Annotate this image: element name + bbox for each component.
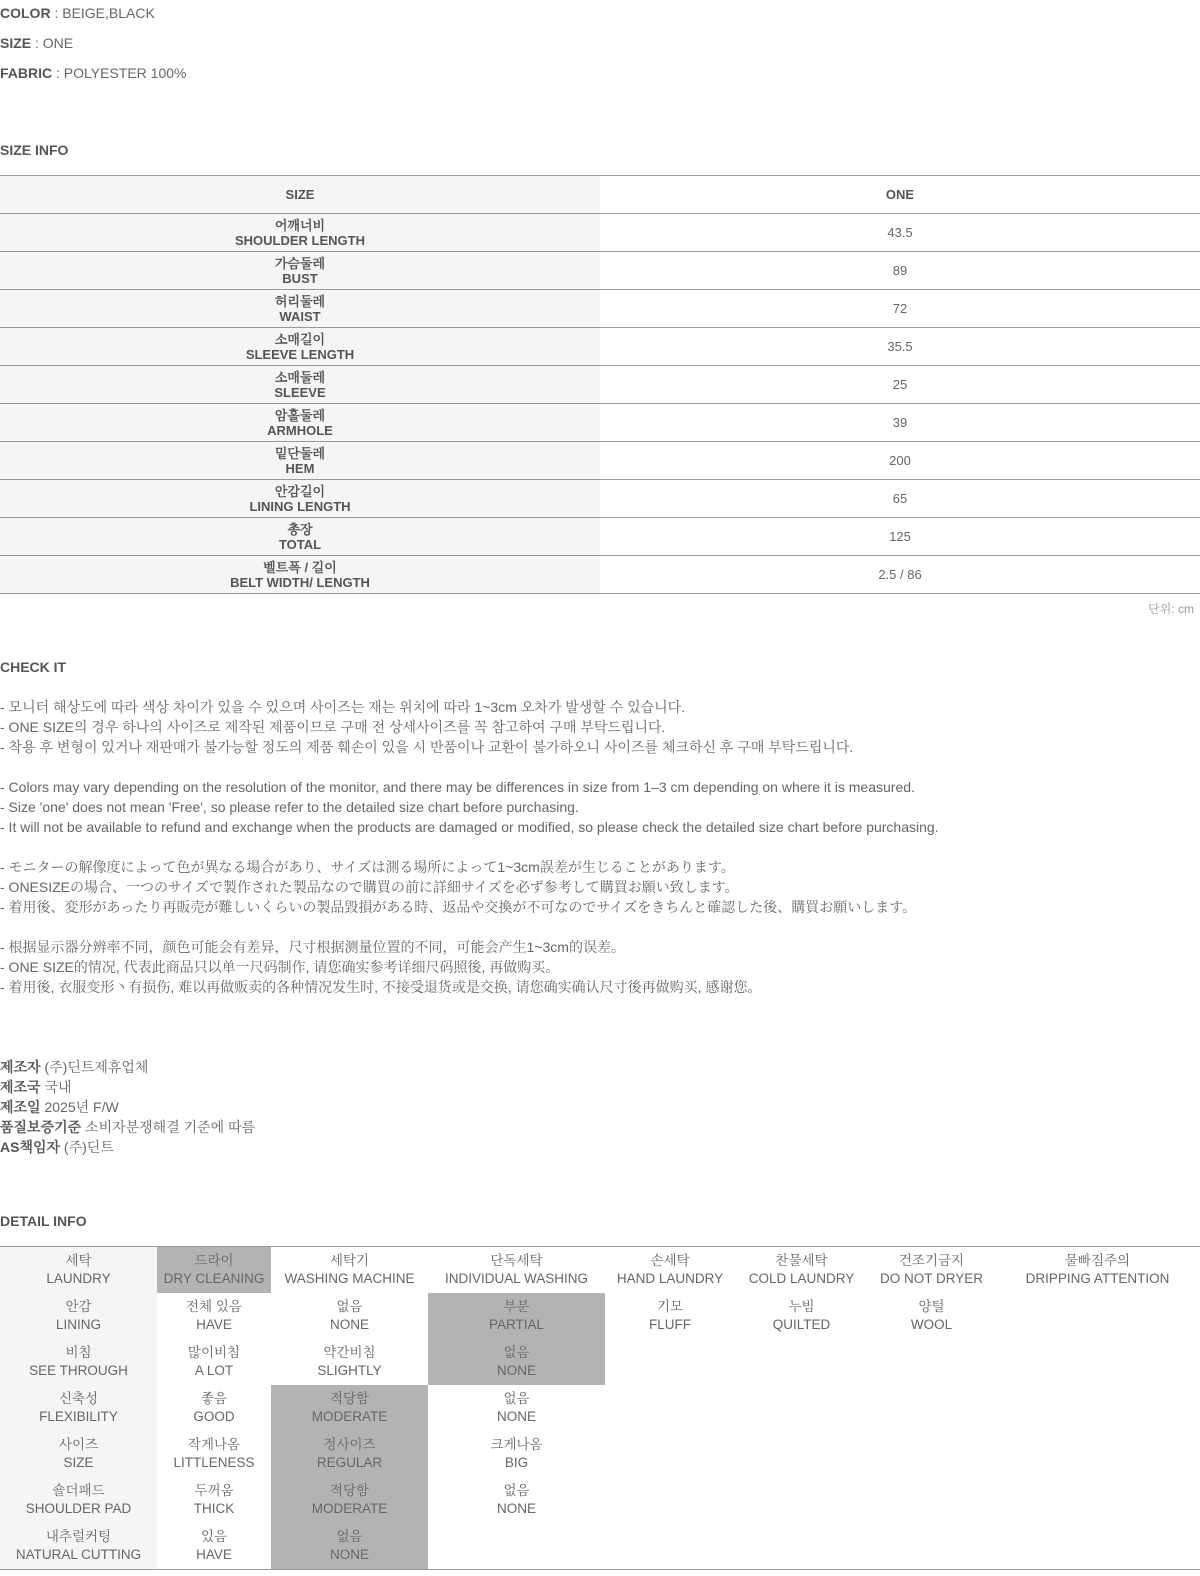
detail-ko: 많이비침	[187, 1345, 241, 1360]
detail-option	[605, 1339, 735, 1385]
size-row	[0, 556, 1200, 594]
detail-ko: 적당함	[329, 1391, 370, 1406]
size-unit: 단위: cm	[1148, 602, 1194, 616]
detail-option-selected	[157, 1247, 271, 1294]
detail-ko: 부분	[503, 1299, 530, 1314]
detail-ko: 비침	[65, 1345, 92, 1360]
maker-key: 제조자	[0, 1059, 41, 1075]
detail-option	[605, 1247, 735, 1294]
detail-en: SLIGHTLY	[317, 1363, 382, 1378]
detail-row-label	[0, 1339, 157, 1385]
maker-value: 2025년 F/W	[40, 1099, 119, 1115]
size-row-label-ko: 어깨너비	[274, 217, 326, 233]
detail-option	[995, 1385, 1200, 1431]
size-row-label-ko: 밑단둘레	[274, 445, 326, 461]
detail-en: SIZE	[63, 1455, 94, 1470]
detail-option-selected	[271, 1477, 428, 1523]
detail-en: NONE	[496, 1501, 536, 1516]
detail-en: LINING	[55, 1317, 101, 1332]
size-row-value: 25	[892, 377, 908, 392]
detail-row	[0, 1523, 1200, 1570]
detail-en: DO NOT DRYER	[879, 1271, 984, 1286]
detail-option	[428, 1247, 605, 1294]
note-line: - モニターの解像度によって色が異なる場合があり、サイズは測る場所によって1~3cm誤差が生じることがあります。	[0, 859, 735, 875]
detail-ko: 약간비침	[323, 1345, 376, 1360]
detail-ko: 양털	[918, 1299, 945, 1314]
detail-en: MODERATE	[311, 1409, 388, 1424]
maker-value: 국내	[40, 1079, 72, 1095]
detail-option	[995, 1247, 1200, 1294]
detail-option	[157, 1385, 271, 1431]
note-line: - ONESIZEの場合、一つのサイズで製作された製品なので購買の前に詳細サイズを必ず参考して購買お願い致します。	[0, 879, 739, 895]
detail-ko: 찬물세탁	[775, 1253, 828, 1268]
detail-ko: 작게나옴	[187, 1437, 241, 1452]
detail-ko: 없음	[336, 1299, 363, 1314]
detail-ko: 신축성	[58, 1391, 99, 1406]
detail-option	[605, 1477, 735, 1523]
detail-option	[735, 1523, 868, 1570]
detail-ko: 없음	[336, 1529, 363, 1544]
detail-en: COLD LAUNDRY	[748, 1271, 855, 1286]
size-row-label-ko: 안감길이	[274, 483, 326, 499]
note-gap	[0, 837, 1200, 857]
detail-option	[868, 1477, 995, 1523]
note-line: - Size 'one' does not mean 'Free', so please refer to the detailed size chart before purchasing.	[0, 799, 579, 815]
detail-option	[157, 1477, 271, 1523]
size-row-label	[0, 556, 600, 594]
spec-value: : ONE	[31, 35, 74, 51]
detail-option	[868, 1431, 995, 1477]
size-row-label-en: TOTAL	[278, 536, 322, 552]
detail-option	[428, 1431, 605, 1477]
detail-row	[0, 1293, 1200, 1339]
detail-option	[868, 1339, 995, 1385]
detail-en: NONE	[496, 1409, 536, 1424]
detail-row	[0, 1385, 1200, 1431]
detail-row	[0, 1247, 1200, 1294]
detail-en: SEE THROUGH	[29, 1363, 128, 1378]
maker-value: (주)딘트제휴업체	[40, 1059, 149, 1075]
detail-en: HAVE	[196, 1547, 232, 1562]
detail-en: WASHING MACHINE	[284, 1271, 415, 1286]
detail-row-label	[0, 1293, 157, 1339]
detail-en: BIG	[504, 1455, 529, 1470]
detail-row-label	[0, 1523, 157, 1570]
note-gap	[0, 917, 1200, 937]
spec-value: : POLYESTER 100%	[52, 65, 187, 81]
detail-ko: 안감	[65, 1299, 92, 1314]
note-gap	[0, 757, 1200, 777]
detail-option	[428, 1477, 605, 1523]
spec-list	[0, 0, 1200, 88]
detail-row-label	[0, 1431, 157, 1477]
maker-line	[0, 1097, 1200, 1117]
note-line: - ONE SIZE的情况, 代表此商品只以单一尺码制作, 请您确实参考详细尺码照後, 再做购买。	[0, 959, 560, 975]
detail-ko: 단독세탁	[490, 1253, 543, 1268]
detail-option	[995, 1339, 1200, 1385]
detail-option	[157, 1523, 271, 1570]
detail-ko: 없음	[503, 1483, 530, 1498]
detail-en: DRY CLEANING	[163, 1271, 265, 1286]
size-row-label-ko: 소매둘레	[274, 369, 326, 385]
detail-ko: 정사이즈	[323, 1437, 376, 1452]
size-row-label-ko: 가슴둘레	[274, 255, 326, 271]
detail-option	[735, 1431, 868, 1477]
size-table	[0, 175, 1200, 594]
size-row-label-ko: 소매길이	[274, 331, 326, 347]
detail-info-title: DETAIL INFO	[0, 1213, 87, 1229]
detail-option	[428, 1385, 605, 1431]
size-row	[0, 328, 1200, 366]
detail-en: NATURAL CUTTING	[15, 1547, 142, 1562]
detail-option	[271, 1247, 428, 1294]
detail-ko: 세탁기	[329, 1253, 370, 1268]
size-row-label-en: ARMHOLE	[267, 422, 333, 438]
detail-ko: 있음	[200, 1529, 228, 1544]
size-row	[0, 214, 1200, 252]
detail-option	[157, 1431, 271, 1477]
detail-en: PARTIAL	[488, 1317, 545, 1332]
detail-table	[0, 1246, 1200, 1570]
size-row	[0, 480, 1200, 518]
detail-option	[995, 1477, 1200, 1523]
size-row-label	[0, 442, 600, 480]
maker-key: 제조국	[0, 1079, 41, 1095]
size-header-label: SIZE	[0, 176, 600, 214]
detail-ko: 손세탁	[650, 1253, 690, 1268]
detail-option	[735, 1247, 868, 1294]
size-row-label-ko: 총장	[287, 521, 313, 537]
detail-ko: 없음	[503, 1345, 530, 1360]
detail-option	[428, 1523, 605, 1570]
detail-option	[995, 1523, 1200, 1570]
size-row-label-en: BUST	[282, 270, 318, 286]
maker-value: 소비자분쟁해결 기준에 따름	[81, 1119, 256, 1135]
detail-ko: 숄더패드	[52, 1483, 105, 1498]
maker-value: (주)딘트	[60, 1139, 114, 1155]
size-row-label	[0, 328, 600, 366]
detail-ko: 누빔	[788, 1299, 815, 1314]
note-line: - 着用後, 衣服变形丶有损伤, 难以再做贩卖的各种情况发生时, 不接受退货或是交换, 请您确实确认尺寸後再做购买, 感谢您。	[0, 979, 762, 995]
size-info-title: SIZE INFO	[0, 142, 69, 158]
detail-ko: 기모	[656, 1299, 684, 1314]
note-line: - 모니터 해상도에 따라 색상 차이가 있을 수 있으며 사이즈는 재는 위치에 따라 1~3cm 오차가 발생할 수 있습니다.	[0, 699, 686, 715]
detail-option	[271, 1339, 428, 1385]
size-row-label-ko: 벨트폭 / 길이	[263, 559, 337, 575]
detail-row	[0, 1431, 1200, 1477]
detail-row	[0, 1339, 1200, 1385]
detail-option	[995, 1431, 1200, 1477]
check-it-title: CHECK IT	[0, 659, 67, 675]
size-row-value: 35.5	[887, 339, 913, 354]
detail-ko: 두꺼움	[194, 1483, 234, 1498]
maker-line	[0, 1057, 1200, 1077]
size-row-label-en: BELT WIDTH/ LENGTH	[230, 574, 370, 590]
detail-option-selected	[271, 1523, 428, 1570]
size-row-value: 43.5	[887, 225, 913, 240]
size-row-label	[0, 252, 600, 290]
size-row-label	[0, 404, 600, 442]
detail-row-label	[0, 1247, 157, 1294]
detail-ko: 없음	[503, 1391, 530, 1406]
size-row-value: 39	[892, 415, 908, 430]
maker-key: AS책임자	[0, 1139, 61, 1155]
size-row-label	[0, 518, 600, 556]
maker-info	[0, 1057, 1200, 1157]
detail-option	[735, 1339, 868, 1385]
size-row	[0, 252, 1200, 290]
detail-ko: 전체 있음	[186, 1299, 242, 1314]
spec-color	[0, 0, 1200, 28]
size-row-label-en: HEM	[285, 460, 315, 476]
detail-en: LITTLENESS	[173, 1455, 255, 1470]
size-row	[0, 442, 1200, 480]
maker-line	[0, 1077, 1200, 1097]
size-row-value: 65	[892, 491, 908, 506]
detail-option	[605, 1523, 735, 1570]
detail-en: SHOULDER PAD	[25, 1501, 132, 1516]
detail-en: GOOD	[193, 1409, 235, 1424]
detail-option-selected	[428, 1293, 605, 1339]
detail-en: NONE	[329, 1317, 369, 1332]
spec-key: COLOR	[0, 5, 51, 21]
detail-option	[868, 1523, 995, 1570]
detail-option	[735, 1385, 868, 1431]
detail-en: HAND LAUNDRY	[616, 1271, 724, 1286]
size-row-value: 89	[892, 263, 908, 278]
size-row-label	[0, 366, 600, 404]
detail-row-label	[0, 1477, 157, 1523]
size-row	[0, 366, 1200, 404]
detail-en: FLEXIBILITY	[39, 1409, 118, 1424]
size-row-value: 2.5 / 86	[878, 567, 922, 582]
detail-option	[868, 1385, 995, 1431]
detail-option	[157, 1293, 271, 1339]
size-row-label-en: SLEEVE LENGTH	[245, 346, 355, 362]
detail-option	[995, 1293, 1200, 1339]
detail-row-label	[0, 1385, 157, 1431]
detail-en: THICK	[193, 1501, 235, 1516]
detail-option	[605, 1431, 735, 1477]
size-row-label-ko: 허리둘레	[274, 293, 326, 309]
detail-en: FLUFF	[649, 1317, 691, 1332]
size-row-label	[0, 290, 600, 328]
size-row-value: 125	[889, 529, 911, 544]
detail-ko: 적당함	[329, 1483, 370, 1498]
detail-ko: 건조기금지	[898, 1253, 965, 1268]
detail-ko: 드라이	[194, 1253, 234, 1268]
detail-en: INDIVIDUAL WASHING	[444, 1271, 588, 1286]
size-row-value: 200	[889, 453, 911, 468]
note-line: - Colors may vary depending on the resolution of the monitor, and there may be differences in size from 1–3 cm depending on where it is measured.	[0, 779, 915, 795]
maker-key: 제조일	[0, 1099, 41, 1115]
detail-en: MODERATE	[311, 1501, 388, 1516]
detail-option	[157, 1339, 271, 1385]
detail-option	[605, 1293, 735, 1339]
detail-en: NONE	[329, 1547, 369, 1562]
maker-line	[0, 1137, 1200, 1157]
detail-en: HAVE	[196, 1317, 232, 1332]
detail-en: DRIPPING ATTENTION	[1025, 1271, 1170, 1286]
spec-value: : BEIGE,BLACK	[50, 5, 155, 21]
detail-en: REGULAR	[316, 1455, 383, 1470]
detail-en: QUILTED	[772, 1317, 831, 1332]
note-line: - 着用後、変形があったり再販売が難しいくらいの製品毀損がある時、返品や交換が不可なのでサイズをきちんと確認した後、購買お願いします。	[0, 899, 917, 915]
note-line: - It will not be available to refund and exchange when the products are damaged or modified, so please check the detailed size chart before purchasing.	[0, 819, 939, 835]
detail-ko: 세탁	[65, 1253, 92, 1268]
size-row	[0, 518, 1200, 556]
spec-size	[0, 28, 1200, 58]
detail-option	[605, 1385, 735, 1431]
detail-option	[735, 1477, 868, 1523]
size-row	[0, 404, 1200, 442]
check-it-notes	[0, 697, 1200, 997]
detail-row	[0, 1477, 1200, 1523]
detail-option	[868, 1293, 995, 1339]
maker-line	[0, 1117, 1200, 1137]
detail-option-selected	[271, 1431, 428, 1477]
detail-en: LAUNDRY	[46, 1271, 111, 1286]
size-row-label	[0, 480, 600, 518]
spec-fabric	[0, 58, 1200, 88]
size-row-label-en: SHOULDER LENGTH	[235, 232, 365, 248]
size-header-value: ONE	[885, 187, 915, 202]
note-line: - 根据显示器分辨率不同，颜色可能会有差异，尺寸根据测量位置的不同，可能会产生1~3cm的误差。	[0, 939, 625, 955]
note-line: - ONE SIZE의 경우 하나의 사이즈로 제작된 제품이므로 구매 전 상세사이즈를 꼭 참고하여 구매 부탁드립니다.	[0, 719, 666, 735]
detail-en: A LOT	[194, 1363, 234, 1378]
detail-option	[868, 1247, 995, 1294]
detail-en: WOOL	[910, 1317, 953, 1332]
size-row-label-ko: 암홀둘레	[274, 407, 326, 423]
spec-key: SIZE	[0, 35, 32, 51]
detail-ko: 사이즈	[58, 1437, 99, 1452]
size-row-label-en: WAIST	[279, 308, 321, 324]
detail-option-selected	[271, 1385, 428, 1431]
detail-option	[271, 1293, 428, 1339]
size-header-row	[0, 176, 1200, 214]
size-row-label	[0, 214, 600, 252]
size-row-label-en: SLEEVE	[274, 384, 326, 400]
size-row-label-en: LINING LENGTH	[249, 498, 351, 514]
detail-option	[735, 1293, 868, 1339]
maker-key: 품질보증기준	[0, 1119, 82, 1135]
detail-ko: 크게나옴	[490, 1437, 543, 1452]
detail-en: NONE	[496, 1363, 536, 1378]
size-row-value: 72	[892, 301, 908, 316]
note-line: - 착용 후 변형이 있거나 재판매가 불가능할 정도의 제품 훼손이 있을 시 반품이나 교환이 불가하오니 사이즈를 체크하신 후 구매 부탁드립니다.	[0, 739, 854, 755]
spec-key: FABRIC	[0, 65, 53, 81]
detail-ko: 좋음	[200, 1391, 228, 1406]
size-row	[0, 290, 1200, 328]
detail-option-selected	[428, 1339, 605, 1385]
detail-ko: 물빠짐주의	[1064, 1253, 1131, 1268]
detail-ko: 내추럴커팅	[45, 1529, 112, 1544]
